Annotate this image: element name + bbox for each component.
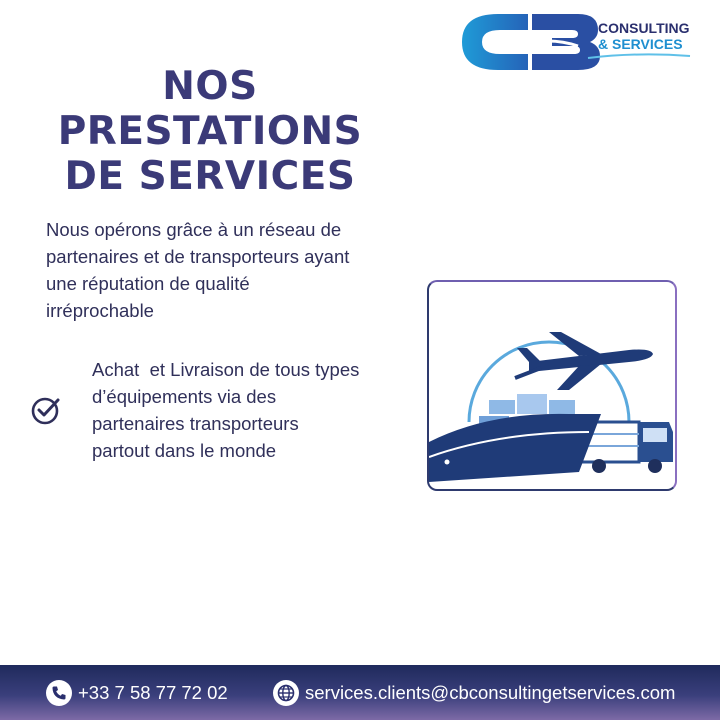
bullet-line-3: partenaires transporteurs: [92, 413, 299, 434]
email-contact[interactable]: [273, 679, 675, 707]
page-title: [40, 64, 380, 199]
phone-number: +33 7 58 77 72 02: [78, 682, 228, 703]
intro-line-4: irréprochable: [46, 300, 154, 321]
intro-line-2: partenaires et de transporteurs ayant: [46, 246, 350, 267]
logo-text-services: & SERVICES: [598, 36, 683, 52]
logo-text-consulting: CONSULTING: [598, 20, 690, 36]
title-line-1: NOS: [162, 64, 258, 109]
transport-illustration: [427, 280, 677, 491]
phone-contact[interactable]: [46, 679, 228, 707]
company-logo: [458, 6, 706, 76]
bullet-line-1: Achat et Livraison de tous types: [92, 359, 360, 380]
airplane-icon: [515, 332, 653, 390]
intro-line-1: Nous opérons grâce à un réseau de: [46, 219, 342, 240]
phone-icon: [46, 680, 72, 706]
email-address: services.clients@cbconsultingetservices.com: [305, 682, 676, 703]
contact-footer: [0, 665, 720, 720]
bullet-line-2: d’équipements via des: [92, 386, 277, 407]
check-circle-icon: [30, 394, 62, 426]
bullet-line-4: partout dans le monde: [92, 440, 277, 461]
globe-icon: [273, 680, 299, 706]
intro-paragraph: [46, 216, 426, 324]
service-bullet: [92, 356, 412, 464]
title-line-2: PRESTATIONS: [57, 109, 363, 154]
intro-line-3: une réputation de qualité: [46, 273, 250, 294]
title-line-3: DE SERVICES: [64, 154, 356, 199]
cargo-ship-icon: [429, 414, 601, 482]
